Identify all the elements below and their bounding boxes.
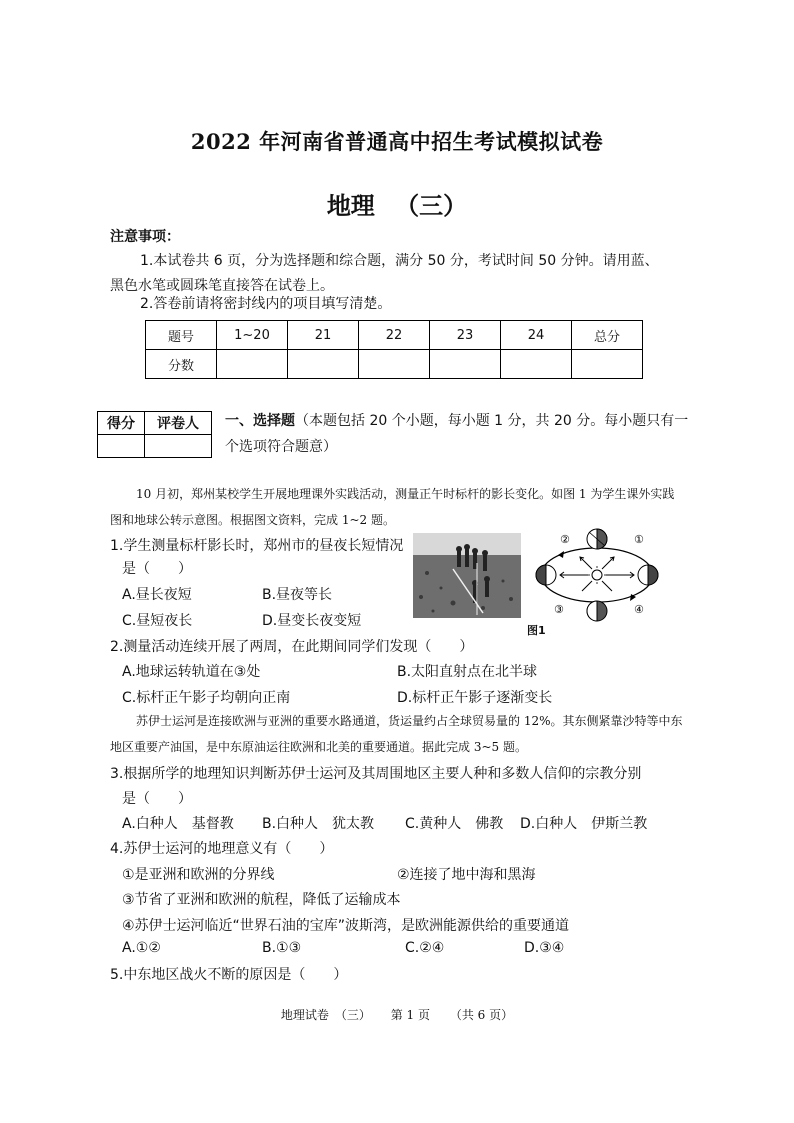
q4-statement-4: ④苏伊士运河临近“世界石油的宝库”波斯湾，是欧洲能源供给的重要通道 [122, 918, 570, 934]
score-table-col: 23 [430, 321, 501, 350]
q1-option-b[interactable]: B.昼夜等长 [262, 587, 333, 603]
score-cell[interactable] [572, 350, 643, 379]
footer-total-pages: （共 6 页） [449, 1008, 514, 1022]
orbit-label-2: ② [560, 533, 570, 546]
notes-heading: 注意事项： [110, 229, 180, 245]
grader-name-cell[interactable] [145, 435, 212, 458]
score-cell[interactable] [430, 350, 501, 379]
notes-item-1-text: 1.本试卷共 6 页，分为选择题和综合题，满分 50 分，考试时间 50 分钟。请用蓝、黑色水笔或圆珠笔直接答在试卷上。 [110, 253, 659, 294]
score-table-score-label: 分数 [146, 350, 217, 379]
q3-option-d[interactable]: D.白种人 伊斯兰教 [520, 816, 648, 832]
score-table-header-row [146, 321, 643, 350]
score-cell[interactable] [288, 350, 359, 379]
passage-2 [110, 708, 688, 760]
subject-heading [0, 186, 794, 221]
q3-option-a[interactable]: A.白种人 基督教 [122, 816, 234, 832]
q2-option-a[interactable]: A.地球运转轨道在③处 [122, 664, 261, 680]
score-cell[interactable] [217, 350, 288, 379]
q4-option-a[interactable]: A.①② [122, 940, 161, 956]
q3-stem: 3.根据所学的地理知识判断苏伊士运河及其周围地区主要人种和多数人信仰的宗教分别 [110, 766, 642, 782]
q2-option-b[interactable]: B.太阳直射点在北半球 [397, 664, 538, 680]
grader-score-label: 得分 [98, 412, 145, 435]
score-cell[interactable] [501, 350, 572, 379]
footer-paper-name: 地理试卷 （三） [280, 1008, 371, 1022]
q2-option-d[interactable]: D.标杆正午影子逐渐变长 [397, 690, 553, 706]
q3-option-b[interactable]: B.白种人 犹太教 [262, 816, 375, 832]
q4-stem: 4.苏伊士运河的地理意义有（ ） [110, 841, 334, 857]
q1-option-d[interactable]: D.昼变长夜变短 [262, 613, 362, 629]
score-table-col: 21 [288, 321, 359, 350]
grader-name-label: 评卷人 [145, 412, 212, 435]
footer-page-number: 第 1 页 [390, 1008, 430, 1022]
q4-option-d[interactable]: D.③④ [524, 940, 565, 956]
figure-1-caption: 图1 [527, 624, 546, 637]
passage-1 [110, 481, 685, 533]
earth-orbit-diagram [530, 527, 670, 637]
q1-stem-cont: 是（ ） [122, 561, 192, 577]
grader-box [97, 411, 212, 458]
q1-option-c[interactable]: C.昼短夜长 [122, 613, 193, 629]
grader-score-cell[interactable] [98, 435, 145, 458]
passage-1-text: 10 月初，郑州某校学生开展地理课外实践活动，测量正午时标杆的影长变化。如图 1 为学生课外实践图和地球公转示意图。根据图文资料，完成 1~2 题。 [110, 487, 675, 527]
q4-statement-1: ①是亚洲和欧洲的分界线 [122, 867, 275, 883]
score-table-score-row [146, 350, 643, 379]
score-table-col: 24 [501, 321, 572, 350]
notes-item-1 [110, 249, 670, 299]
q4-option-b[interactable]: B.①③ [262, 940, 302, 956]
q2-stem: 2.测量活动连续开展了两周，在此期间同学们发现（ ） [110, 639, 474, 655]
q3-stem-cont: 是（ ） [122, 791, 192, 807]
q1-stem: 1.学生测量标杆影长时，郑州市的昼夜长短情况 [110, 538, 404, 554]
q1-option-a[interactable]: A.昼长夜短 [122, 587, 192, 603]
page-footer [0, 1006, 794, 1023]
score-table [145, 320, 643, 379]
subject-name: 地理 [326, 191, 375, 220]
orbit-label-1: ① [634, 533, 644, 546]
score-table-header-label: 题号 [146, 321, 217, 350]
section-1-header [225, 408, 695, 460]
orbit-label-3: ③ [554, 603, 564, 616]
paper-number: （三） [395, 191, 468, 220]
score-table-col: 22 [359, 321, 430, 350]
q5-stem: 5.中东地区战火不断的原因是（ ） [110, 967, 348, 983]
q4-statement-3: ③节省了亚洲和欧洲的航程，降低了运输成本 [122, 892, 401, 908]
orbit-label-4: ④ [634, 603, 644, 616]
exam-title: 2022 年河南省普通高中招生考试模拟试卷 [190, 129, 604, 154]
q4-option-c[interactable]: C.②④ [405, 940, 445, 956]
q2-option-c[interactable]: C.标杆正午影子均朝向正南 [122, 690, 291, 706]
notes-item-2: 2.答卷前请将密封线内的项目填写清楚。 [140, 296, 392, 312]
q4-statement-2: ②连接了地中海和黑海 [397, 867, 536, 883]
score-table-col: 1~20 [217, 321, 288, 350]
passage-2-text: 苏伊士运河是连接欧洲与亚洲的重要水路通道，货运量约占全球贸易量的 12%。其东侧紧靠沙特等中东地区重要产油国，是中东原油运往欧洲和北美的重要通道。据此完成 3~5 题。 [110, 714, 683, 754]
section-1-title: 一、选择题 [225, 413, 295, 429]
section-1-desc: （本题包括 20 个小题，每小题 1 分，共 20 分。每小题只有一个选项符合题意） [225, 413, 689, 455]
field-practice-photo [413, 533, 521, 618]
score-cell[interactable] [359, 350, 430, 379]
score-table-col: 总分 [572, 321, 643, 350]
q3-option-c[interactable]: C.黄种人 佛教 [405, 816, 504, 832]
sun-icon [588, 566, 606, 584]
